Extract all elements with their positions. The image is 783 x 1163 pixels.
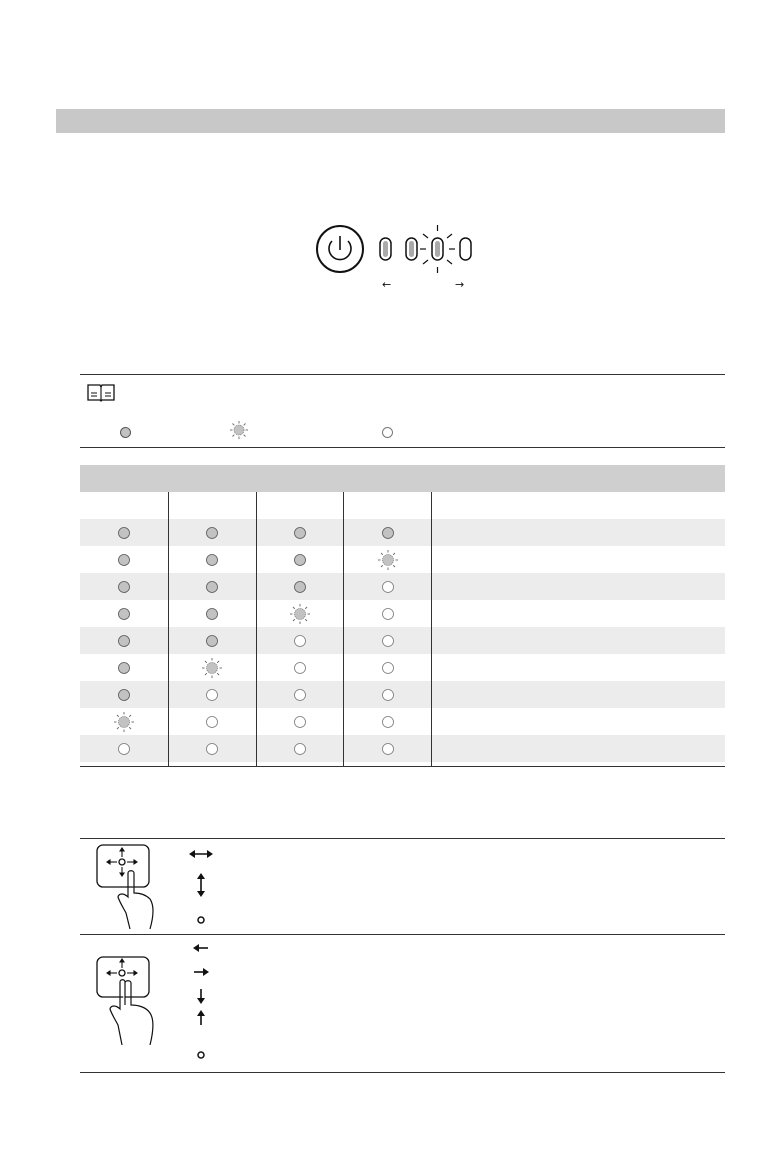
led-flashing-icon [344, 546, 432, 573]
power-icon [317, 226, 363, 272]
two-finger-touchpad-icon [94, 955, 162, 1050]
led-on-icon [80, 600, 168, 627]
note-top-rule [80, 374, 725, 375]
table-row [80, 627, 725, 654]
arrow-right-icon [192, 965, 210, 983]
column-divider [256, 492, 257, 766]
battery-indicator-illustration [310, 220, 500, 300]
led-on-icon [80, 654, 168, 681]
table-row [80, 546, 725, 573]
led-on-icon [168, 600, 256, 627]
led-on-icon [80, 519, 168, 546]
led-off-icon [256, 627, 344, 654]
led-on-icon [168, 546, 256, 573]
led-3-flashing [420, 225, 455, 273]
manual-book-icon [86, 382, 116, 407]
led-off-icon [344, 654, 432, 681]
table-bottom-rule [80, 766, 725, 767]
led-on-icon [168, 519, 256, 546]
led-on-icon [80, 573, 168, 600]
arrow-left-right-icon [188, 847, 214, 866]
led-4 [460, 238, 471, 260]
led-off-icon [256, 735, 344, 762]
led-2 [406, 238, 417, 260]
led-off-icon [168, 681, 256, 708]
led-on-icon [256, 573, 344, 600]
arrow-up-down-icon [194, 872, 208, 903]
led-on-icon [80, 627, 168, 654]
led-off-icon [168, 708, 256, 735]
gesture-middle-rule [80, 934, 725, 935]
table-header-bar [80, 465, 725, 492]
led-off-icon [382, 427, 393, 438]
column-divider [168, 492, 169, 766]
table-row [80, 708, 725, 735]
table-row [80, 519, 725, 546]
led-on-icon [256, 519, 344, 546]
gesture-bottom-rule [80, 1072, 725, 1073]
battery-status-table [80, 465, 725, 766]
circle-tap-icon [196, 1047, 206, 1065]
table-row [80, 654, 725, 681]
led-flashing-icon [256, 600, 344, 627]
note-bottom-rule [80, 447, 725, 448]
indicator-svg [310, 220, 500, 300]
led-flashing-icon [168, 654, 256, 681]
table-row [80, 681, 725, 708]
gesture-top-rule [80, 838, 725, 839]
led-off-icon [344, 600, 432, 627]
arrow-left-icon [192, 941, 210, 959]
circle-tap-icon [196, 912, 206, 930]
arrow-left-label: ← [382, 278, 392, 291]
led-off-icon [344, 573, 432, 600]
led-1 [380, 238, 391, 260]
table-row [80, 735, 725, 762]
column-divider [431, 492, 432, 766]
section-header-bar [56, 109, 725, 133]
led-off-icon [344, 735, 432, 762]
led-off-icon [344, 627, 432, 654]
table-body [80, 492, 725, 766]
table-row [80, 573, 725, 600]
one-finger-touchpad-icon [94, 843, 158, 936]
table-row [80, 600, 725, 627]
column-divider [343, 492, 344, 766]
led-off-icon [80, 735, 168, 762]
led-flashing-icon [80, 708, 168, 735]
led-on-icon [168, 627, 256, 654]
led-off-icon [344, 681, 432, 708]
led-on-icon [344, 519, 432, 546]
arrow-right-label: → [455, 278, 465, 291]
arrow-up-icon [195, 1009, 207, 1032]
led-off-icon [344, 708, 432, 735]
led-on-icon [80, 681, 168, 708]
led-solid-icon [120, 427, 131, 438]
led-flashing-icon [229, 420, 249, 445]
led-on-icon [80, 546, 168, 573]
led-off-icon [256, 654, 344, 681]
arrow-down-icon [195, 987, 207, 1010]
led-off-icon [256, 681, 344, 708]
led-on-icon [256, 546, 344, 573]
led-off-icon [256, 708, 344, 735]
led-off-icon [168, 735, 256, 762]
led-on-icon [168, 573, 256, 600]
